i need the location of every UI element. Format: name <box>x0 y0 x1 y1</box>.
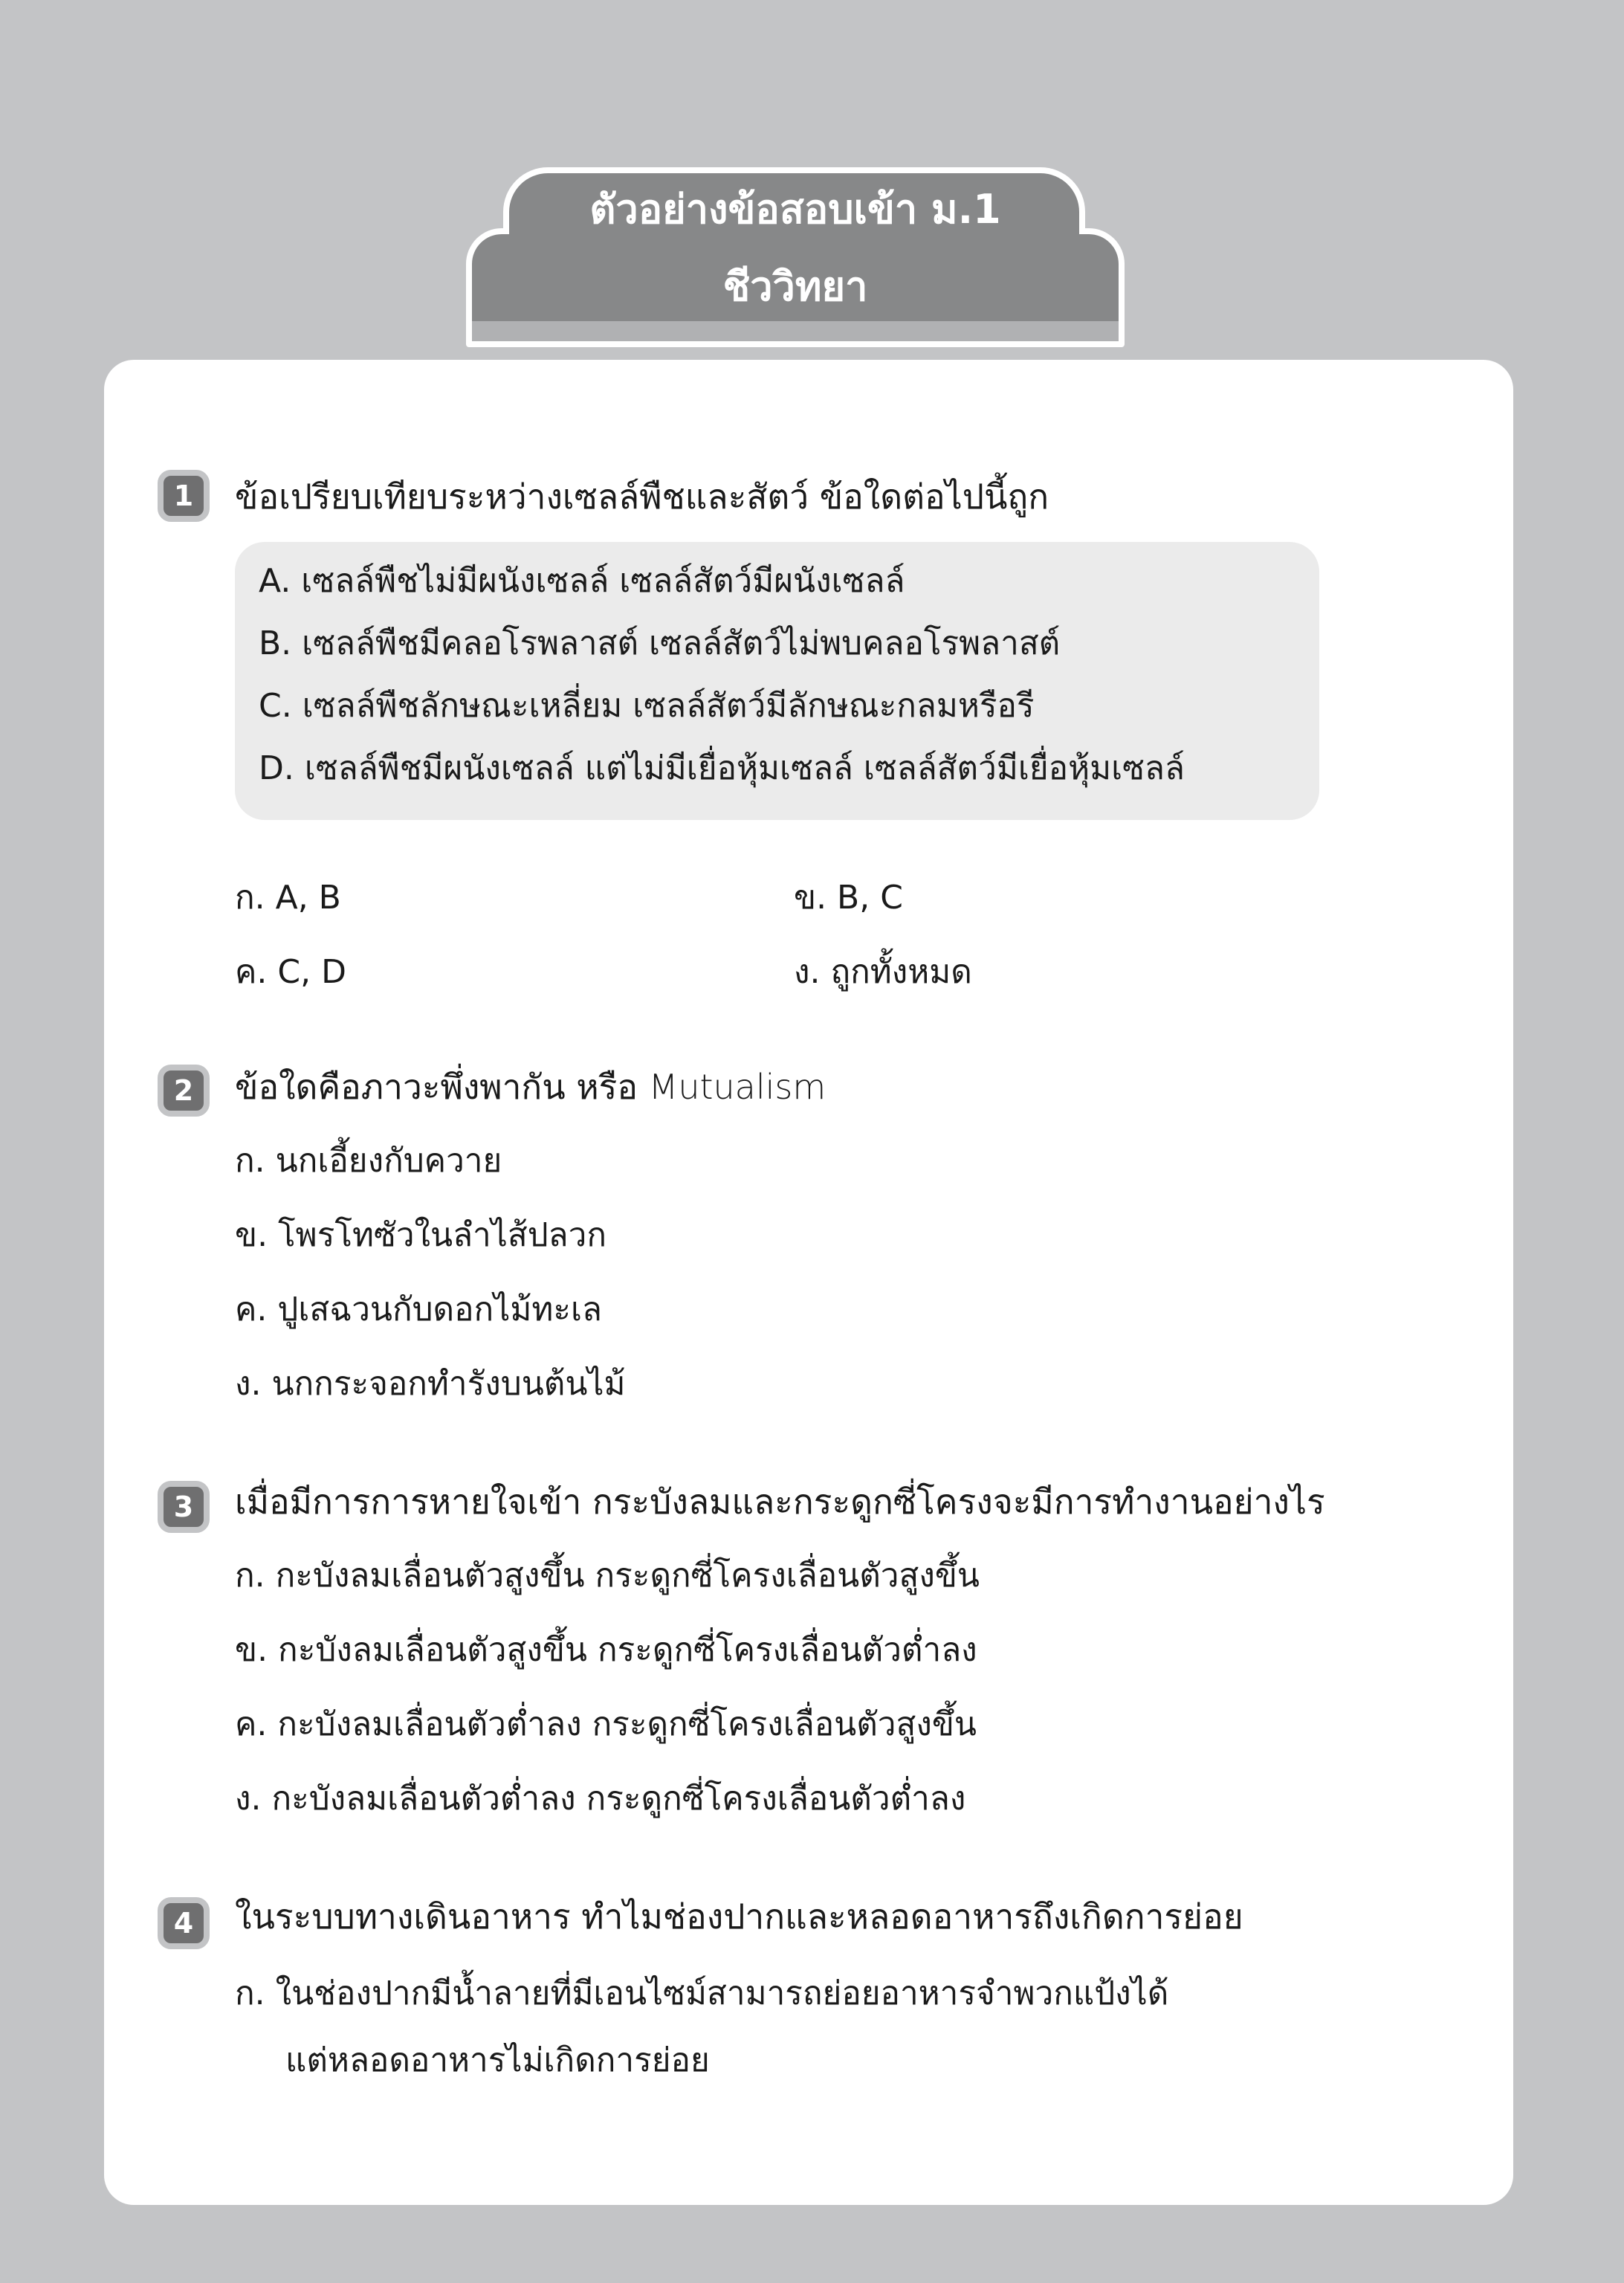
page-title: ตัวอย่างข้อสอบเข้า ม.1 <box>589 186 1001 233</box>
choice-ko-continuation: แต่หลอดอาหารไม่เกิดการย่อย <box>285 2041 710 2079</box>
statement-c: C. เซลล์พืชลักษณะเหลี่ยม เซลล์สัตว์มีลักษณะกลมหรือรี <box>259 687 1035 725</box>
question-text: ในระบบทางเดินอาหาร ทำไมช่องปากและหลอดอาหารถึงเกิดการย่อย <box>235 1896 1243 1937</box>
choice-ko[interactable]: ก. นกเอี้ยงกับควาย <box>235 1142 502 1180</box>
choice-kho[interactable]: ข. B, C <box>794 879 903 917</box>
question-number-badge: 2 <box>158 1065 210 1117</box>
choice-kho-khwai[interactable]: ค. ปูเสฉวนกับดอกไม้ทะเล <box>235 1291 602 1328</box>
question-text: เมื่อมีการการหายใจเข้า กระบังลมและกระดูกซี่โครงจะมีการทำงานอย่างไร <box>235 1482 1325 1522</box>
question-text: ข้อใดคือภาวะพึ่งพากัน หรือ Mutualism <box>235 1067 826 1107</box>
question-number-badge: 3 <box>158 1481 210 1533</box>
question-number-badge: 1 <box>158 470 210 522</box>
question-text: ข้อเปรียบเทียบระหว่างเซลล์พืชและสัตว์ ข้อใดต่อไปนี้ถูก <box>235 477 1049 517</box>
statement-a: A. เซลล์พืชไม่มีผนังเซลล์ เซลล์สัตว์มีผนังเซลล์ <box>259 562 905 600</box>
choice-ngo[interactable]: ง. กะบังลมเลื่อนตัวต่ำลง กระดูกซี่โครงเลื่อนตัวต่ำลง <box>235 1780 966 1818</box>
choice-ngo[interactable]: ง. ถูกทั้งหมด <box>794 953 972 991</box>
choice-kho[interactable]: ข. กะบังลมเลื่อนตัวสูงขึ้น กระดูกซี่โครงเลื่อนตัวต่ำลง <box>235 1631 977 1669</box>
page-subtitle: ชีววิทยา <box>722 263 868 310</box>
choice-ko[interactable]: ก. กะบังลมเลื่อนตัวสูงขึ้น กระดูกซี่โครงเลื่อนตัวสูงขึ้น <box>235 1557 980 1595</box>
banner-stripe <box>472 321 1119 341</box>
question-number-badge: 4 <box>158 1897 210 1949</box>
choice-ko[interactable]: ก. A, B <box>235 879 341 917</box>
statement-d: D. เซลล์พืชมีผนังเซลล์ แต่ไม่มีเยื่อหุ้มเซลล์ เซลล์สัตว์มีเยื่อหุ้มเซลล์ <box>259 749 1185 787</box>
choice-kho[interactable]: ข. โพรโทซัวในลำไส้ปลวก <box>235 1216 606 1254</box>
choice-ngo[interactable]: ง. นกกระจอกทำรังบนต้นไม้ <box>235 1365 626 1403</box>
choice-kho-khwai[interactable]: ค. C, D <box>235 953 346 991</box>
title-banner <box>0 0 1624 357</box>
statement-b: B. เซลล์พืชมีคลอโรพลาสต์ เซลล์สัตว์ไม่พบคลอโรพลาสต์ <box>259 624 1061 662</box>
choice-ko[interactable]: ก. ในช่องปากมีน้ำลายที่มีเอนไซม์สามารถย่อยอาหารจำพวกแป้งได้ <box>235 1974 1169 2012</box>
choice-kho-khwai[interactable]: ค. กะบังลมเลื่อนตัวต่ำลง กระดูกซี่โครงเลื่อนตัวสูงขึ้น <box>235 1705 977 1743</box>
